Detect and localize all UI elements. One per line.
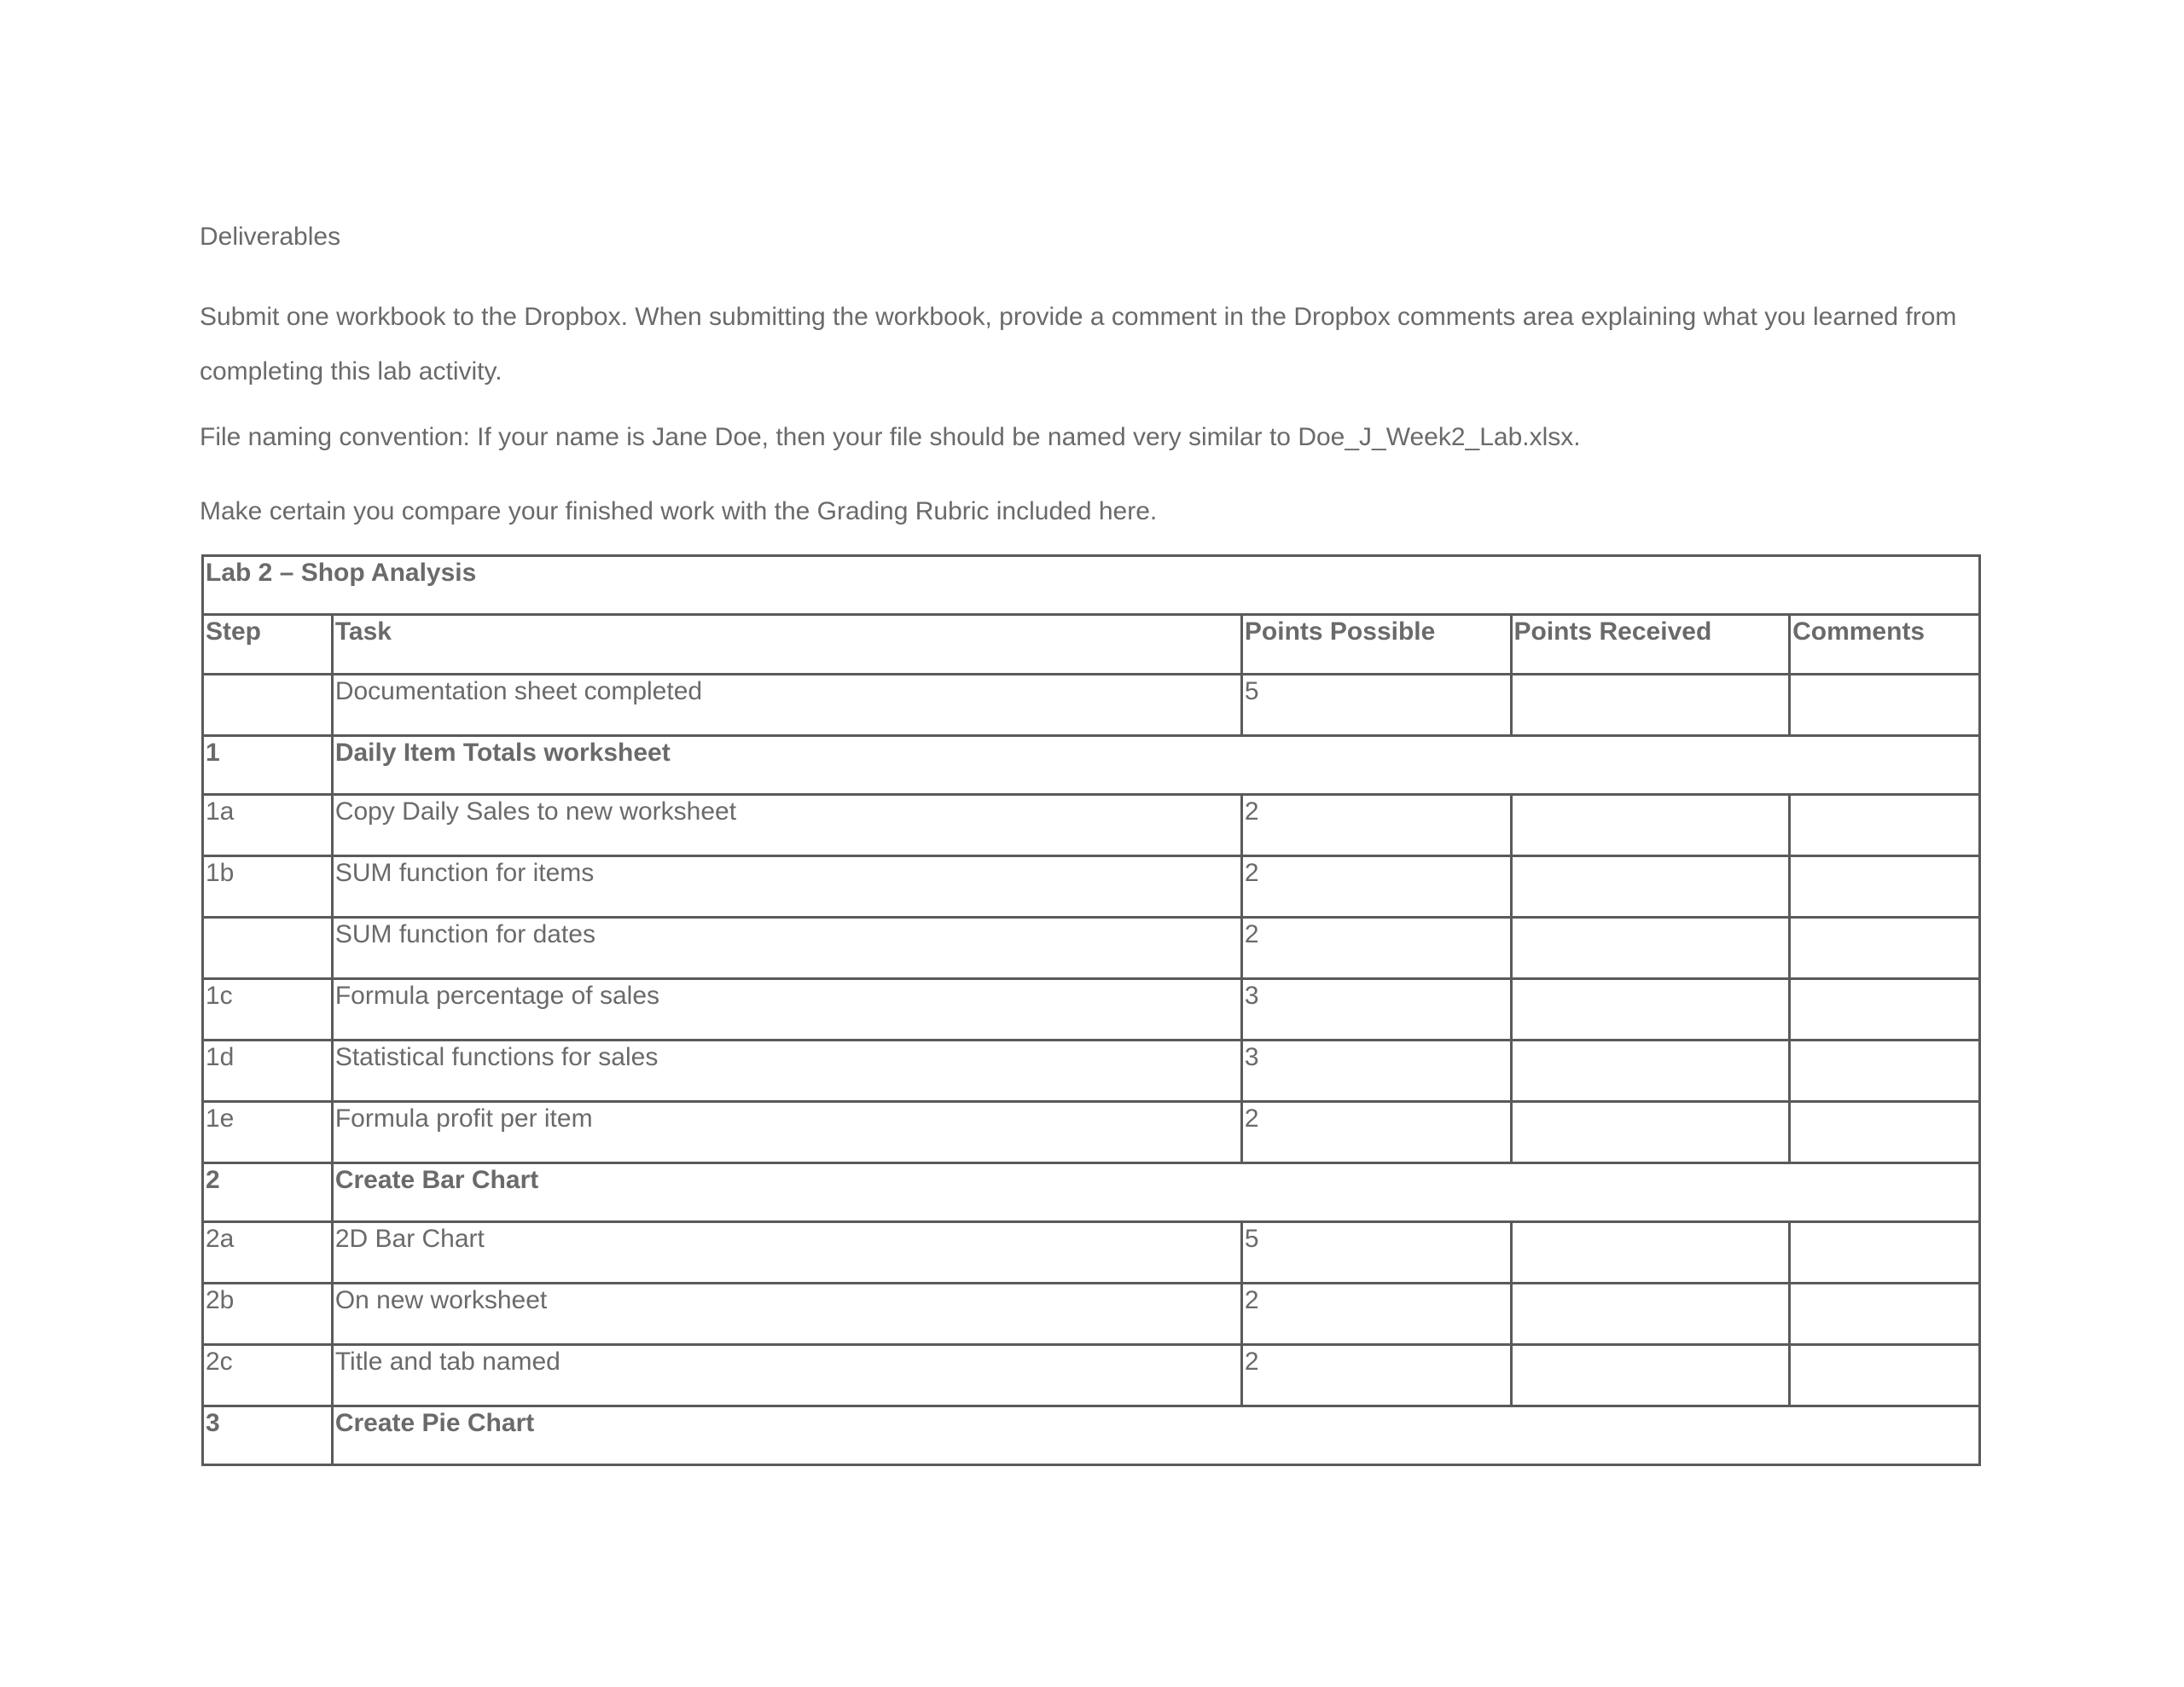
step-cell: 1d xyxy=(203,1041,333,1102)
section-row xyxy=(203,1163,1980,1222)
comments-cell xyxy=(1790,979,1980,1041)
task-cell: SUM function for items xyxy=(332,856,1241,918)
task-cell: Statistical functions for sales xyxy=(332,1041,1241,1102)
points-possible-cell: 2 xyxy=(1241,856,1511,918)
points-possible-cell: 2 xyxy=(1241,1345,1511,1406)
section-title-cell: Create Pie Chart xyxy=(332,1406,1979,1465)
points-received-cell xyxy=(1511,1041,1790,1102)
points-received-cell xyxy=(1511,675,1790,736)
task-cell: On new worksheet xyxy=(332,1284,1241,1345)
task-cell: 2D Bar Chart xyxy=(332,1222,1241,1284)
step-cell: 1e xyxy=(203,1102,333,1163)
table-row xyxy=(203,918,1980,979)
header-step: Step xyxy=(203,615,333,675)
step-cell: 1c xyxy=(203,979,333,1041)
table-row xyxy=(203,1284,1980,1345)
comments-cell xyxy=(1790,1102,1980,1163)
points-possible-cell: 2 xyxy=(1241,795,1511,856)
points-possible-cell: 2 xyxy=(1241,1284,1511,1345)
comments-cell xyxy=(1790,1345,1980,1406)
step-cell: 1b xyxy=(203,856,333,918)
rubric-header-row xyxy=(203,615,1980,675)
points-received-cell xyxy=(1511,979,1790,1041)
points-received-cell xyxy=(1511,1284,1790,1345)
points-received-cell xyxy=(1511,918,1790,979)
comments-cell xyxy=(1790,675,1980,736)
step-cell: 2b xyxy=(203,1284,333,1345)
points-received-cell xyxy=(1511,856,1790,918)
submission-instructions: Submit one workbook to the Dropbox. When submitting the workbook, provide a comment in the Dropbox comments area explaining what you learned from completing this lab activity. xyxy=(200,303,1957,386)
points-received-cell xyxy=(1511,1102,1790,1163)
comments-cell xyxy=(1790,1284,1980,1345)
comments-cell xyxy=(1790,1222,1980,1284)
document-body xyxy=(200,218,1986,530)
points-possible-cell: 5 xyxy=(1241,675,1511,736)
section-row xyxy=(203,1406,1980,1465)
points-possible-cell: 2 xyxy=(1241,1102,1511,1163)
header-points-received: Points Received xyxy=(1511,615,1790,675)
step-cell xyxy=(203,675,333,736)
task-cell: SUM function for dates xyxy=(332,918,1241,979)
points-received-cell xyxy=(1511,795,1790,856)
step-cell: 2 xyxy=(203,1163,333,1222)
file-naming-convention: File naming convention: If your name is Jane Doe, then your file should be named very similar to Doe_J_Week2_Lab.xlsx. xyxy=(200,423,1581,451)
step-cell: 2c xyxy=(203,1345,333,1406)
deliverables-heading: Deliverables xyxy=(200,223,341,251)
comments-cell xyxy=(1790,856,1980,918)
comments-cell xyxy=(1790,795,1980,856)
points-received-cell xyxy=(1511,1345,1790,1406)
table-row xyxy=(203,1041,1980,1102)
step-cell xyxy=(203,918,333,979)
table-row xyxy=(203,1102,1980,1163)
task-cell: Title and tab named xyxy=(332,1345,1241,1406)
table-row xyxy=(203,1222,1980,1284)
grading-rubric-table xyxy=(201,554,1981,1466)
header-comments: Comments xyxy=(1790,615,1980,675)
task-cell: Documentation sheet completed xyxy=(332,675,1241,736)
task-cell: Copy Daily Sales to new worksheet xyxy=(332,795,1241,856)
comments-cell xyxy=(1790,1041,1980,1102)
header-points-possible: Points Possible xyxy=(1241,615,1511,675)
points-possible-cell: 3 xyxy=(1241,979,1511,1041)
table-row xyxy=(203,1345,1980,1406)
table-row xyxy=(203,675,1980,736)
step-cell: 2a xyxy=(203,1222,333,1284)
step-cell: 1 xyxy=(203,736,333,795)
rubric-title-row xyxy=(203,556,1980,615)
table-row xyxy=(203,979,1980,1041)
points-possible-cell: 2 xyxy=(1241,918,1511,979)
section-title-cell: Create Bar Chart xyxy=(332,1163,1979,1222)
section-row xyxy=(203,736,1980,795)
points-possible-cell: 3 xyxy=(1241,1041,1511,1102)
header-task: Task xyxy=(332,615,1241,675)
step-cell: 1a xyxy=(203,795,333,856)
rubric-reminder: Make certain you compare your finished work with the Grading Rubric included here. xyxy=(200,497,1158,525)
points-possible-cell: 5 xyxy=(1241,1222,1511,1284)
section-title-cell: Daily Item Totals worksheet xyxy=(332,736,1979,795)
task-cell: Formula profit per item xyxy=(332,1102,1241,1163)
task-cell: Formula percentage of sales xyxy=(332,979,1241,1041)
points-received-cell xyxy=(1511,1222,1790,1284)
comments-cell xyxy=(1790,918,1980,979)
table-row xyxy=(203,795,1980,856)
step-cell: 3 xyxy=(203,1406,333,1465)
table-row xyxy=(203,856,1980,918)
rubric-title: Lab 2 – Shop Analysis xyxy=(203,556,1980,615)
